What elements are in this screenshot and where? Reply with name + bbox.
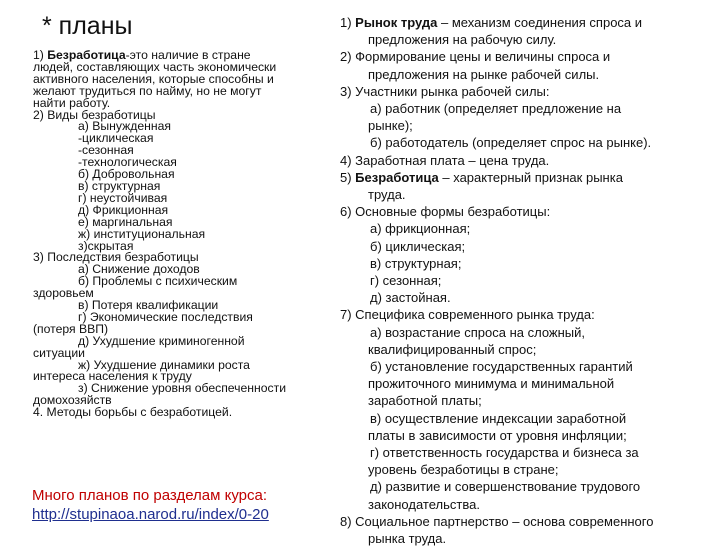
line-text: – характерный признак рынка	[438, 169, 623, 185]
right-line	[340, 478, 712, 495]
right-line	[340, 152, 712, 169]
line-text: а) возрастание спроса на сложный,	[370, 324, 586, 340]
line-text: труда.	[368, 187, 406, 203]
line-text: 6) Основные формы безработицы:	[340, 204, 551, 220]
line-bold-term: Безработица	[355, 169, 439, 185]
consequence-item: (потеря ВВП)	[33, 321, 109, 336]
consequence-item: д) Ухудшение криминогенной	[78, 333, 245, 348]
type-item: -сезонная	[78, 143, 134, 158]
footer-text: Много планов по разделам курса:	[32, 487, 268, 504]
plan-left-column	[33, 50, 323, 419]
type-item: в) структурная	[78, 178, 161, 193]
line-text: 3) Участники рынка рабочей силы:	[340, 83, 550, 99]
right-line	[340, 496, 712, 513]
right-line	[340, 410, 712, 427]
right-line	[340, 203, 712, 220]
right-line	[340, 186, 712, 203]
right-line	[340, 100, 712, 117]
consequence-item: домохозяйств	[33, 393, 112, 408]
methods-line: 4. Методы борьбы с безработицей.	[33, 405, 233, 420]
slide-title: * планы	[42, 12, 133, 40]
plan-right-column	[340, 14, 712, 547]
line-text: предложения на рынке рабочей силы.	[368, 66, 600, 82]
definition-line: желают трудиться по найму, но не могут	[33, 83, 262, 98]
consequences-list	[33, 264, 323, 407]
footer	[32, 486, 269, 524]
type-item: з)скрытая	[78, 238, 134, 253]
consequence-item: з) Снижение уровня обеспеченности	[78, 381, 287, 396]
type-item: -технологическая	[78, 155, 177, 170]
line-bold-term: Рынок труда	[355, 15, 438, 30]
type-item: а) Вынужденная	[78, 119, 171, 134]
line-text: 8) Социальное партнерство – основа современного	[340, 513, 654, 529]
line-text: законодательства.	[368, 496, 480, 512]
right-line	[340, 358, 712, 375]
right-line	[340, 169, 712, 186]
consequence-item: в) Потеря квалификации	[78, 298, 219, 313]
line-text: прожиточного минимума и минимальной	[368, 376, 615, 392]
line-text: 7) Специфика современного рынка труда:	[340, 307, 595, 323]
line-text: в) осуществление индексации заработной	[370, 410, 627, 426]
course-link[interactable]: http://stupinaoa.narod.ru/index/0-20	[32, 506, 269, 523]
line-text: а) работник (определяет предложение на	[370, 101, 622, 117]
right-line	[340, 48, 712, 65]
unemployment-definition-line: 1) Безработица-это наличие в стране	[33, 48, 251, 62]
consequence-item: б) Проблемы с психическим	[78, 274, 238, 289]
line-text: рынка труда.	[368, 531, 447, 547]
right-line	[340, 392, 712, 409]
line-text: квалифицированный спрос;	[368, 341, 537, 357]
right-line	[340, 31, 712, 48]
consequences-heading: 3) Последствия безработицы	[33, 250, 199, 265]
right-line	[340, 14, 712, 31]
line-text: г) сезонная;	[370, 273, 442, 289]
line-text: а) фрикционная;	[370, 221, 471, 237]
type-item: е) маргинальная	[78, 214, 173, 229]
right-line	[340, 324, 712, 341]
line-text: – механизм соединения спроса и	[437, 15, 643, 30]
line-text: б) циклическая;	[370, 238, 466, 254]
line-text: в) структурная;	[370, 255, 462, 271]
line-text: рынке);	[368, 118, 413, 134]
definition-lines	[33, 59, 323, 110]
types-heading: 2) Виды безработицы	[33, 107, 156, 122]
right-line	[340, 272, 712, 289]
definition-line: активного населения, которые способны и	[33, 71, 274, 86]
line-prefix: 5)	[340, 169, 356, 185]
line-text: б) установление государственных гарантий	[370, 359, 633, 375]
line-text: уровень безработицы в стране;	[368, 462, 559, 478]
line-text: б) работодатель (определяет спрос на рынке).	[370, 135, 652, 151]
right-line	[340, 375, 712, 392]
consequence-item: ситуации	[33, 345, 85, 360]
right-line	[340, 513, 712, 530]
consequence-item: а) Снижение доходов	[78, 262, 200, 277]
right-line	[340, 83, 712, 100]
right-line	[340, 530, 712, 547]
right-line	[340, 134, 712, 151]
line-text: г) ответственность государства и бизнеса за	[370, 445, 639, 461]
types-list	[33, 121, 323, 252]
right-line	[340, 289, 712, 306]
type-item: б) Добровольная	[78, 167, 175, 182]
line-text: д) развитие и совершенствование трудового	[370, 479, 641, 495]
line-text: платы в зависимости от уровня инфляции;	[368, 427, 627, 443]
line-text: д) застойная.	[370, 290, 451, 306]
right-line	[340, 66, 712, 83]
right-line	[340, 238, 712, 255]
right-line	[340, 427, 712, 444]
right-line	[340, 341, 712, 358]
right-line	[340, 255, 712, 272]
line-prefix: 1)	[340, 15, 356, 30]
unemployment-term: Безработица	[47, 48, 126, 62]
type-item: -циклическая	[78, 131, 154, 146]
line-text: заработной платы;	[368, 393, 482, 409]
consequence-item: здоровьем	[33, 286, 94, 301]
type-item: ж) институциональная	[78, 226, 206, 241]
type-item: д) Фрикционная	[78, 202, 169, 217]
right-line	[340, 220, 712, 237]
right-line	[340, 444, 712, 461]
right-line	[340, 117, 712, 134]
line-text: 4) Заработная плата – цена труда.	[340, 152, 550, 168]
definition-line: найти работу.	[33, 95, 111, 110]
type-item: г) неустойчивая	[78, 190, 168, 205]
line-text: предложения на рабочую силу.	[368, 32, 557, 48]
definition-line: людей, составляющих часть экономически	[33, 59, 277, 74]
consequence-item: г) Экономические последствия	[78, 309, 253, 324]
line-text: 2) Формирование цены и величины спроса и	[340, 49, 611, 65]
right-line	[340, 461, 712, 478]
consequence-item: интереса населения к труду	[33, 369, 192, 384]
consequence-item: ж) Ухудшение динамики роста	[78, 357, 250, 372]
right-line	[340, 306, 712, 323]
